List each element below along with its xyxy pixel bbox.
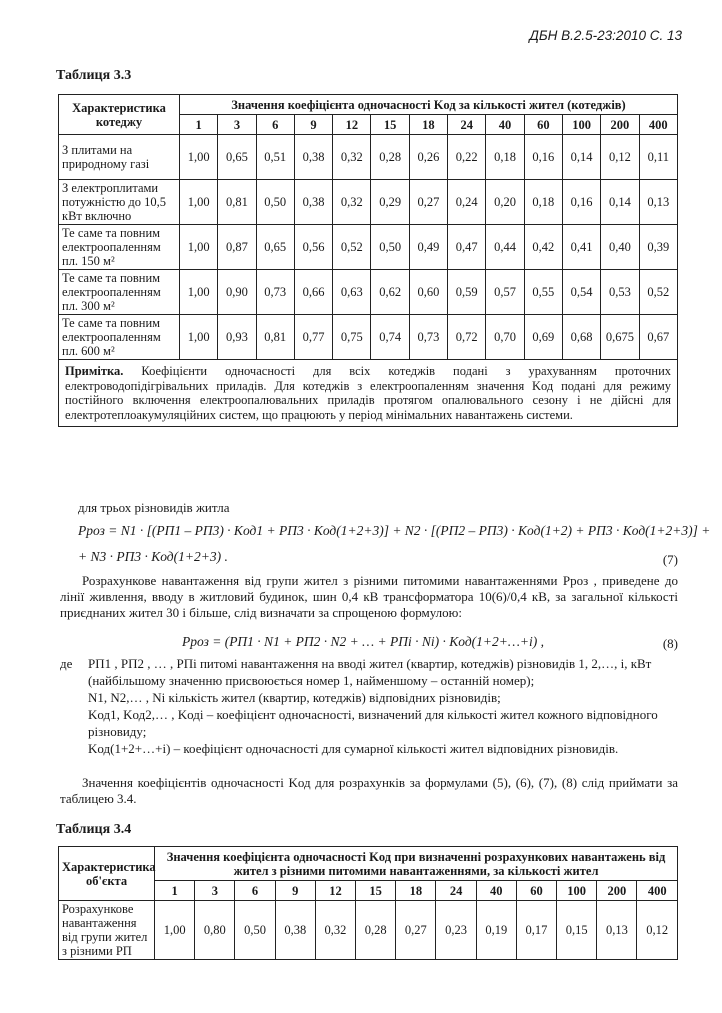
equation-8-number: (8): [662, 636, 678, 651]
row-label: З електроплитами потужністю до 10,5 кВт включно: [59, 180, 180, 225]
table-cell: 0,63: [333, 270, 371, 315]
row-label: Те саме та повним електроопаленням пл. 300 м²: [59, 270, 180, 315]
paragraph-2: Значення коефіцієнтів одночасності Kод для розрахунків за формулами (5), (6), (7), (8) слід приймати за таблицею 3.4.: [60, 775, 678, 806]
table-cell: 0,38: [294, 135, 332, 180]
count-header: 1: [180, 115, 218, 135]
table-cell: 0,11: [639, 135, 677, 180]
table-cell: 0,50: [235, 901, 275, 960]
table-cell: 0,26: [409, 135, 447, 180]
definition-1: PП1 , PП2 , … , PПi питомі навантаження на вводі жител (квартир, котеджів) різновидів 1, 2,…, i, кВт (найбільшому значенню присвоюється номер 1, найменшому – останній номер);: [88, 656, 652, 688]
equation-7-number: (7): [662, 552, 678, 567]
table-cell: 0,16: [562, 180, 600, 225]
table-cell: 0,32: [333, 135, 371, 180]
count-header: 3: [195, 881, 235, 901]
table-row: [59, 315, 678, 360]
table-cell: 0,23: [436, 901, 476, 960]
table-cell: 0,19: [476, 901, 516, 960]
where-label: де: [60, 656, 73, 671]
table-3-3: [58, 94, 678, 427]
table-cell: 0,17: [516, 901, 556, 960]
count-header: 12: [333, 115, 371, 135]
count-header: 200: [597, 881, 637, 901]
table-cell: 0,60: [409, 270, 447, 315]
table-cell: 0,74: [371, 315, 409, 360]
table-cell: 0,52: [639, 270, 677, 315]
table-cell: 0,67: [639, 315, 677, 360]
table-cell: 0,73: [256, 270, 294, 315]
table-cell: 0,65: [256, 225, 294, 270]
table-cell: 0,41: [562, 225, 600, 270]
table-cell: 0,14: [601, 180, 639, 225]
table-cell: 0,81: [256, 315, 294, 360]
table-cell: 0,27: [396, 901, 436, 960]
table-cell: 0,28: [356, 901, 396, 960]
table-3-3-note: [59, 360, 678, 427]
count-header: 18: [396, 881, 436, 901]
table-row: [59, 135, 678, 180]
table-cell: 0,75: [333, 315, 371, 360]
table-cell: 0,24: [448, 180, 486, 225]
table-cell: 0,49: [409, 225, 447, 270]
table-cell: 1,00: [180, 315, 218, 360]
table-cell: 0,52: [333, 225, 371, 270]
table-cell: 0,39: [639, 225, 677, 270]
table-cell: 0,57: [486, 270, 524, 315]
count-header: 40: [476, 881, 516, 901]
table-cell: 0,54: [562, 270, 600, 315]
table-cell: 0,16: [524, 135, 562, 180]
table-cell: 0,59: [448, 270, 486, 315]
row-label: Розрахункове навантаження від групи жител з різними PП: [59, 901, 155, 960]
table-cell: 0,28: [371, 135, 409, 180]
table-cell: 0,32: [315, 901, 355, 960]
table-cell: 0,18: [524, 180, 562, 225]
table-cell: 0,55: [524, 270, 562, 315]
count-header: 15: [371, 115, 409, 135]
table-cell: 0,68: [562, 315, 600, 360]
table-3-3-span-header: Значення коефіцієнта одночасності Kод за кількості жител (котеджів): [180, 95, 678, 115]
table-row: [59, 270, 678, 315]
intro-text: для трьох різновидів житла: [78, 500, 230, 515]
table-cell: 0,15: [557, 901, 597, 960]
definition-2: N1, N2,… , Ni кількість жител (квартир, котеджів) відповідних різновидів;: [88, 690, 501, 705]
table-cell: 0,56: [294, 225, 332, 270]
row-label: Те саме та повним електроопаленням пл. 600 м²: [59, 315, 180, 360]
table-cell: 1,00: [180, 225, 218, 270]
table-cell: 1,00: [180, 135, 218, 180]
definition-3: Kод1, Kод2,… , Kодi – коефіцієнт одночасності, визначений для кількості жител кожного відповідного різновиду;: [88, 707, 658, 739]
count-header: 400: [639, 115, 677, 135]
table-3-3-col-header: Характеристика котеджу: [59, 95, 180, 135]
row-label: З плитами на природному газі: [59, 135, 180, 180]
table-3-3-caption: Таблиця 3.3: [56, 68, 132, 83]
table-cell: 0,29: [371, 180, 409, 225]
count-header: 100: [557, 881, 597, 901]
count-header: 1: [155, 881, 195, 901]
table-cell: 0,65: [218, 135, 256, 180]
table-cell: 0,70: [486, 315, 524, 360]
table-cell: 0,77: [294, 315, 332, 360]
definitions: [60, 655, 678, 757]
count-header: 18: [409, 115, 447, 135]
table-cell: 0,13: [597, 901, 637, 960]
row-label: Те саме та повним електроопаленням пл. 150 м²: [59, 225, 180, 270]
table-cell: 1,00: [180, 270, 218, 315]
table-cell: 0,72: [448, 315, 486, 360]
equation-7-line-1: Pроз = N1 · [(PП1 – PП3) · Kод1 + PП3 · Kод(1+2+3)] + N2 · [(PП2 – PП3) · Kод(1+2) + PП3 · Kод(1+2+3)] +: [78, 523, 711, 538]
table-cell: 0,20: [486, 180, 524, 225]
table-3-4-span-header: Значення коефіцієнта одночасності Kод при визначенні розрахункових навантажень від жител з різними питомими навантаженнями, за кількості жител: [155, 847, 678, 881]
table-cell: 0,44: [486, 225, 524, 270]
count-header: 12: [315, 881, 355, 901]
count-header: 24: [436, 881, 476, 901]
table-cell: 0,69: [524, 315, 562, 360]
table-3-4-col-header: Характеристика об'єкта: [59, 847, 155, 901]
table-cell: 0,22: [448, 135, 486, 180]
count-header: 40: [486, 115, 524, 135]
table-cell: 0,12: [637, 901, 678, 960]
table-cell: 0,66: [294, 270, 332, 315]
table-3-4: [58, 846, 678, 960]
count-header: 6: [256, 115, 294, 135]
count-header: 9: [275, 881, 315, 901]
count-header: 200: [601, 115, 639, 135]
note-text: Коефіцієнти одночасності для всіх котеджів подані з урахуванням проточних електроводопідігрівальних приладів. Для котеджів з електроопаленням значення Kод подані для режиму постійного включення електроопалювальних приладів протягом опалювального сезону і не дійсні для електротеплоакумуляційних систем, що працюють у період мінімальних навантажень системи.: [65, 364, 672, 422]
table-cell: 0,51: [256, 135, 294, 180]
count-header: 60: [524, 115, 562, 135]
table-cell: 0,62: [371, 270, 409, 315]
table-cell: 0,50: [371, 225, 409, 270]
table-cell: 1,00: [180, 180, 218, 225]
count-header: 9: [294, 115, 332, 135]
table-cell: 0,87: [218, 225, 256, 270]
table-cell: 0,47: [448, 225, 486, 270]
table-row: [59, 901, 678, 960]
definition-4: Kод(1+2+…+i) – коефіцієнт одночасності для сумарної кількості жител відповідних різновидів.: [88, 741, 619, 756]
table-row: [59, 225, 678, 270]
paragraph-1: Розрахункове навантаження від групи жител з різними питомими навантаженнями Pроз , приведене до лінії живлення, вводу в житловий будинок, шин 0,4 кВ трансформатора 10(6)/0,4 кВ, за загальної кількості приєднаних жител 30 і більше, слід визначати за спрощеною формулою:: [60, 573, 678, 620]
count-header: 24: [448, 115, 486, 135]
table-cell: 0,18: [486, 135, 524, 180]
table-cell: 0,12: [601, 135, 639, 180]
table-cell: 0,73: [409, 315, 447, 360]
count-header: 60: [516, 881, 556, 901]
table-row: [59, 180, 678, 225]
table-cell: 0,81: [218, 180, 256, 225]
equation-8: Pроз = (PП1 · N1 + PП2 · N2 + … + PПi · Ni) · Kод(1+2+…+i) ,: [182, 634, 545, 649]
note-label: Примітка.: [65, 364, 124, 378]
table-cell: 0,14: [562, 135, 600, 180]
table-cell: 1,00: [155, 901, 195, 960]
table-cell: 0,80: [195, 901, 235, 960]
table-cell: 0,27: [409, 180, 447, 225]
table-cell: 0,38: [294, 180, 332, 225]
count-header: 400: [637, 881, 678, 901]
table-cell: 0,40: [601, 225, 639, 270]
table-cell: 0,90: [218, 270, 256, 315]
count-header: 3: [218, 115, 256, 135]
equation-7-line-2: + N3 · PП3 · Kод(1+2+3) .: [78, 549, 228, 564]
count-header: 100: [562, 115, 600, 135]
table-cell: 0,53: [601, 270, 639, 315]
table-cell: 0,38: [275, 901, 315, 960]
page-header: ДБН В.2.5-23:2010 С. 13: [529, 28, 682, 43]
table-3-4-caption: Таблиця 3.4: [56, 822, 132, 837]
table-cell: 0,13: [639, 180, 677, 225]
count-header: 6: [235, 881, 275, 901]
table-cell: 0,675: [601, 315, 639, 360]
table-cell: 0,32: [333, 180, 371, 225]
table-cell: 0,93: [218, 315, 256, 360]
table-cell: 0,42: [524, 225, 562, 270]
count-header: 15: [356, 881, 396, 901]
table-cell: 0,50: [256, 180, 294, 225]
